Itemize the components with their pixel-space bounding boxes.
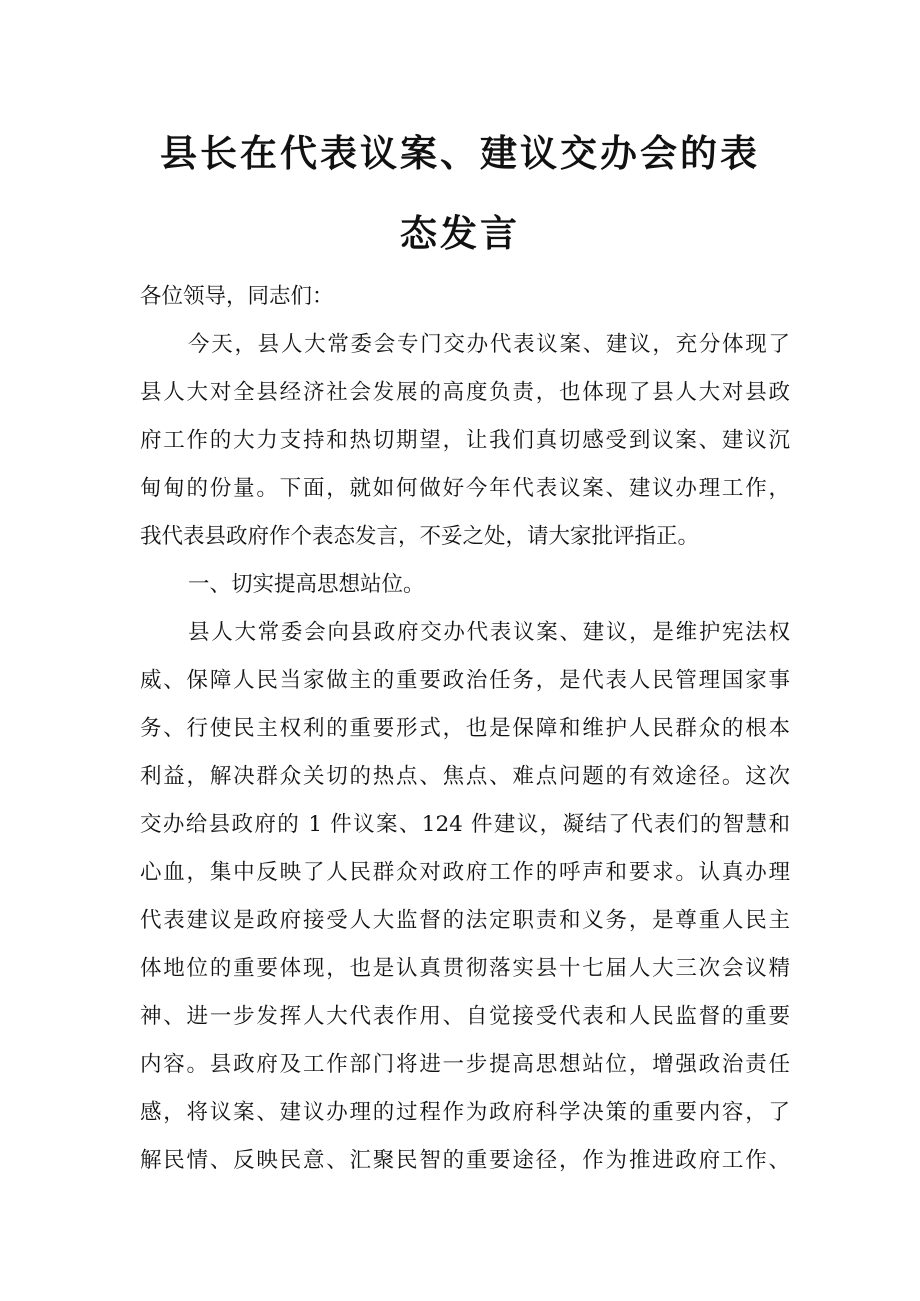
paragraph-2-line-11: 感，将议案、建议办理的过程作为政府科学决策的重要内容，了	[140, 1100, 790, 1125]
paragraph-2-line-6: 心血，集中反映了人民群众对政府工作的呼声和要求。认真办理	[140, 860, 790, 885]
paragraph-2-line-3: 务、行使民主权利的重要形式，也是保障和维护人民群众的根本	[140, 716, 790, 741]
section-heading-1: 一、切实提高思想站位。	[188, 572, 425, 597]
paragraph-1-line-5: 我代表县政府作个表态发言，不妥之处，请大家批评指正。	[140, 524, 700, 549]
document-title-line-2: 态发言	[400, 212, 520, 255]
paragraph-2-line-7: 代表建议是政府接受人大监督的法定职责和义务，是尊重人民主	[140, 908, 790, 933]
paragraph-2-line-8: 体地位的重要体现，也是认真贯彻落实县十七届人大三次会议精	[140, 956, 790, 981]
paragraph-2-line-9: 神、进一步发挥人大代表作用、自觉接受代表和人民监督的重要	[140, 1004, 790, 1029]
paragraph-2-line-4: 利益，解决群众关切的热点、焦点、难点问题的有效途径。这次	[140, 764, 790, 789]
paragraph-1-line-1: 今天，县人大常委会专门交办代表议案、建议，充分体现了	[188, 332, 790, 357]
paragraph-1-line-2: 县人大对全县经济社会发展的高度负责，也体现了县人大对县政	[140, 380, 790, 405]
paragraph-1-line-4: 甸甸的份量。下面，就如何做好今年代表议案、建议办理工作，	[140, 476, 790, 501]
paragraph-2-line-12: 解民情、反映民意、汇聚民智的重要途径，作为推进政府工作、	[140, 1148, 790, 1173]
paragraph-2-line-5: 交办给县政府的 1 件议案、124 件建议，凝结了代表们的智慧和	[140, 812, 790, 837]
paragraph-1-line-3: 府工作的大力支持和热切期望，让我们真切感受到议案、建议沉	[140, 428, 790, 453]
paragraph-2-line-1: 县人大常委会向县政府交办代表议案、建议，是维护宪法权	[188, 620, 790, 645]
document-title-line-1: 县长在代表议案、建议交办会的表	[160, 132, 760, 175]
salutation: 各位领导，同志们：	[140, 284, 334, 309]
paragraph-2-line-10: 内容。县政府及工作部门将进一步提高思想站位，增强政治责任	[140, 1052, 790, 1077]
paragraph-2-line-2: 威、保障人民当家做主的重要政治任务，是代表人民管理国家事	[140, 668, 790, 693]
